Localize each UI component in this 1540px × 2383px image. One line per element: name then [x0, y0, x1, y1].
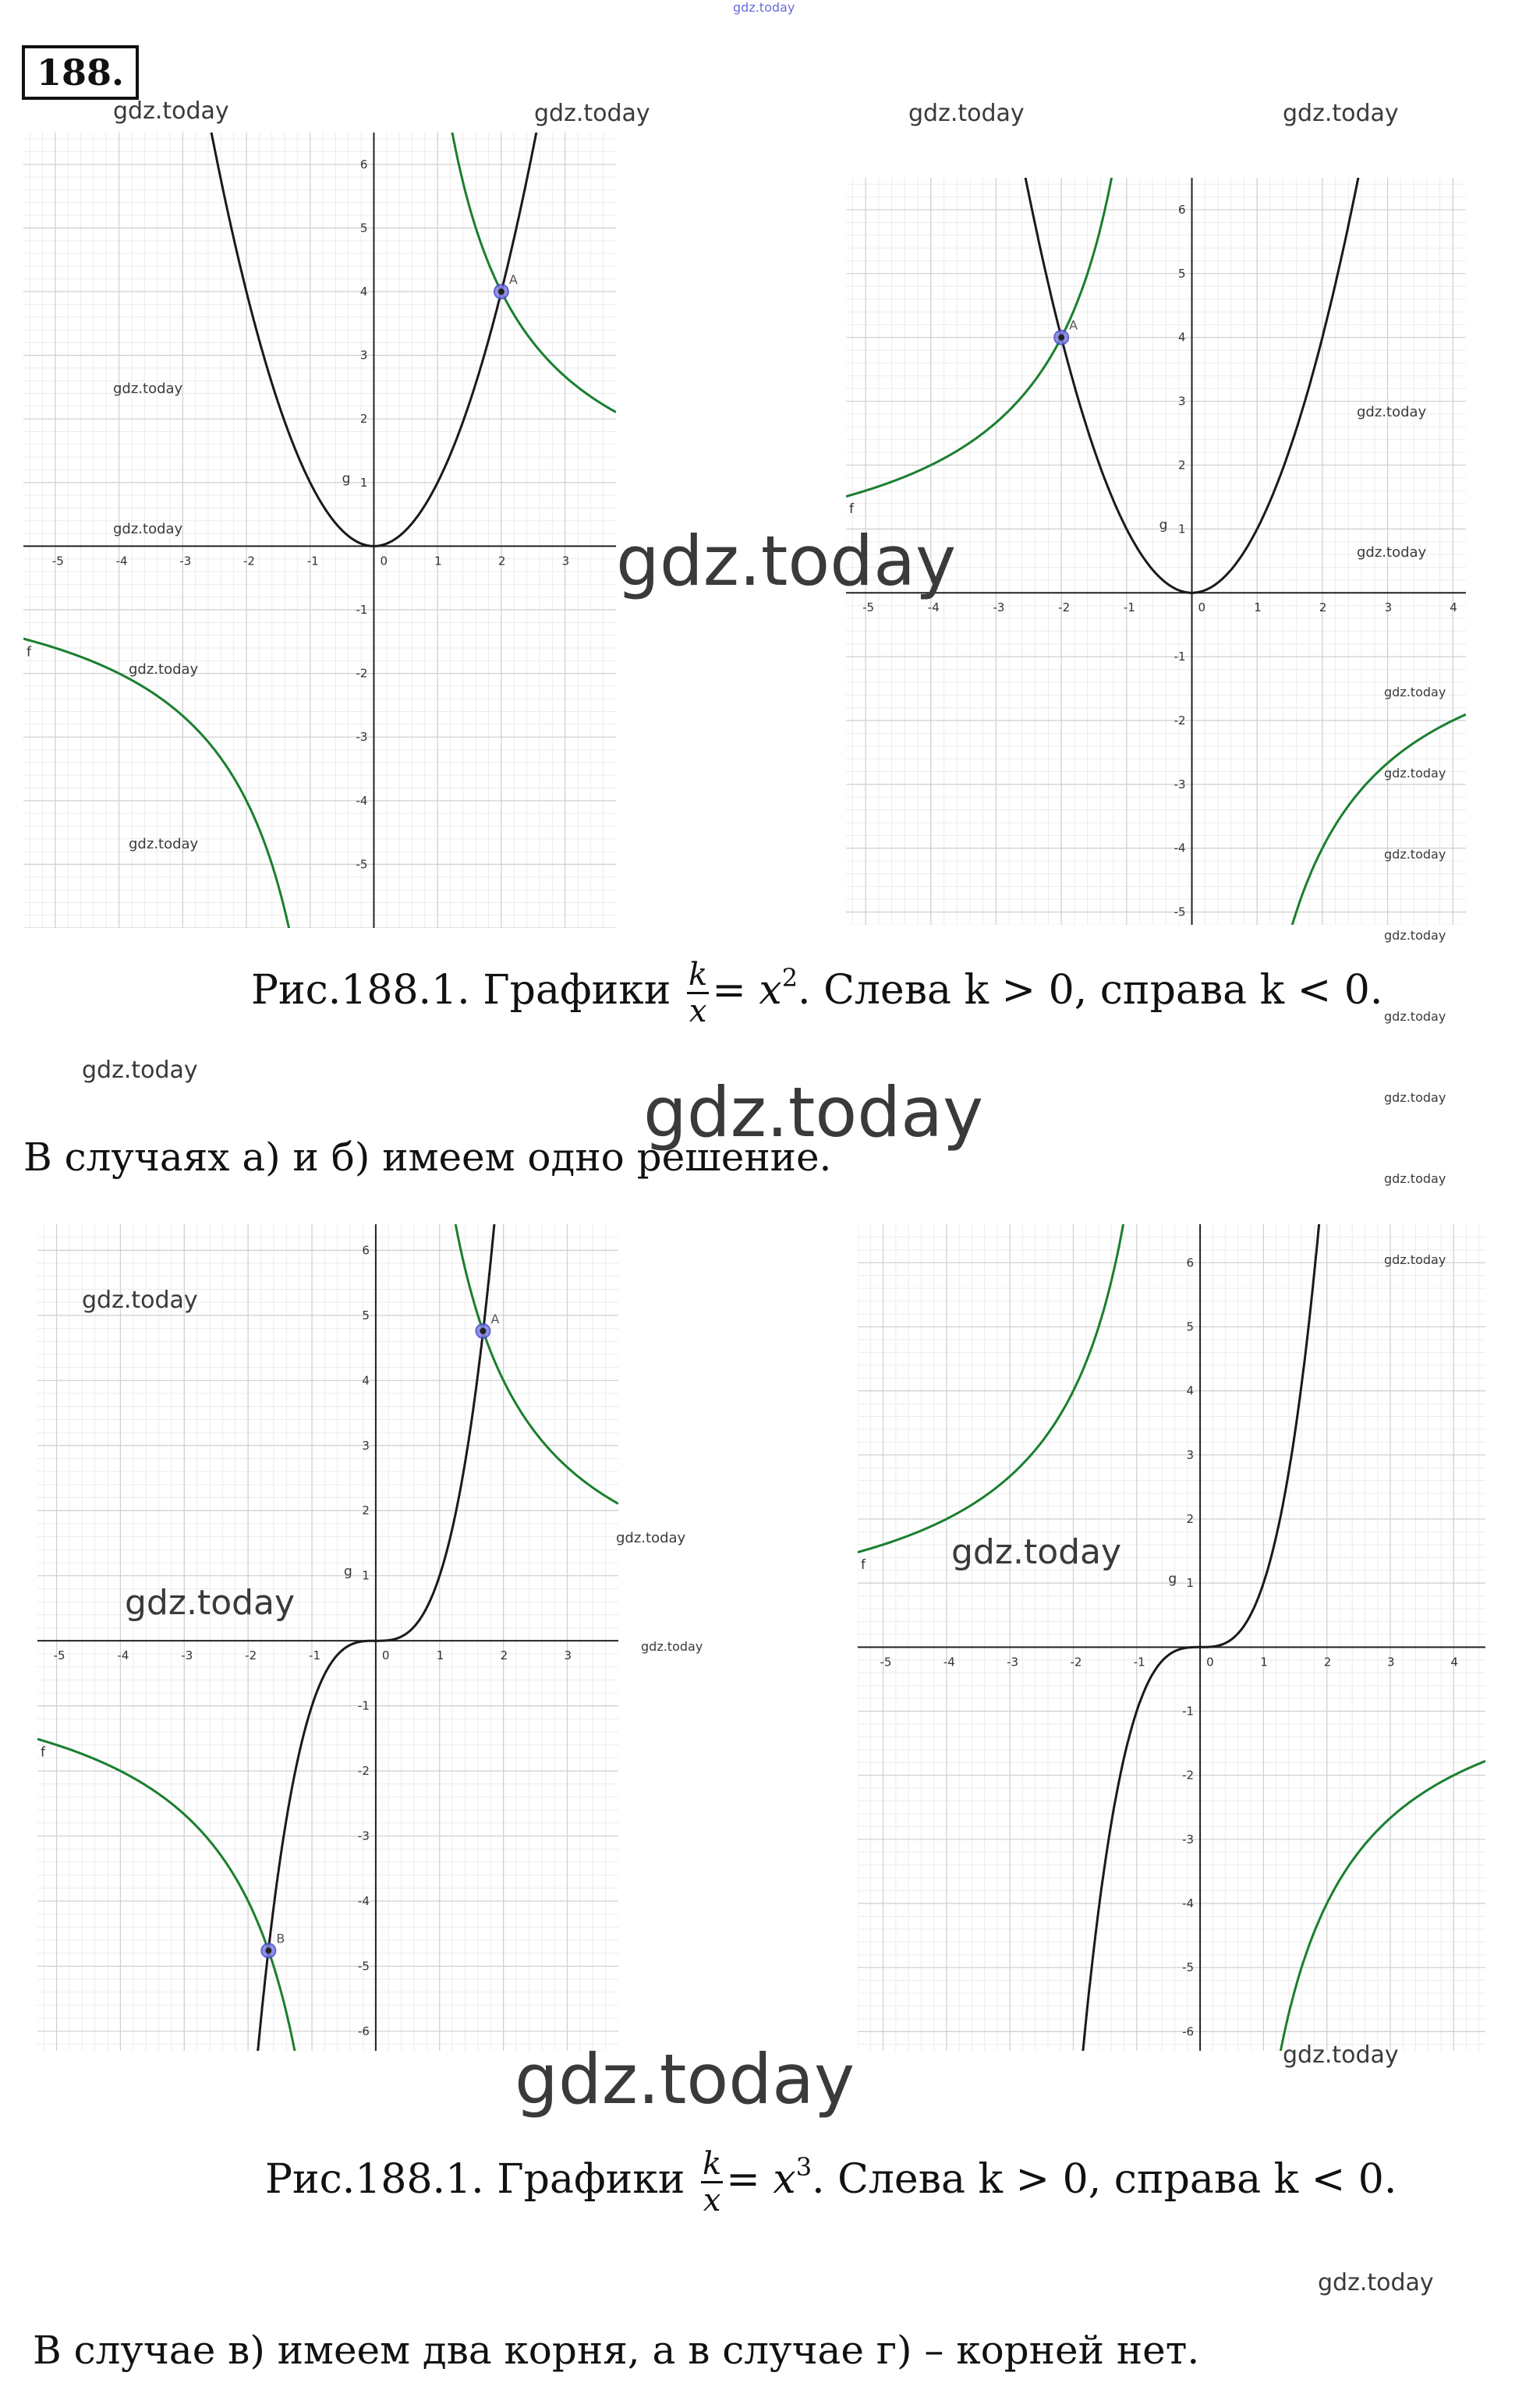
- x-tick-label: 0: [381, 1648, 390, 1663]
- x-tick-label: 2: [1323, 1655, 1332, 1670]
- y-tick-label: -3: [1174, 777, 1186, 791]
- intersection-point-center: [498, 289, 504, 295]
- watermark: gdz.today: [1384, 1009, 1446, 1024]
- watermark: gdz.today: [1318, 2269, 1434, 2296]
- y-tick-label: -4: [357, 1894, 370, 1909]
- caption-exponent: 3: [795, 2152, 812, 2182]
- y-tick-label: 3: [1177, 394, 1186, 409]
- y-tick-label: 1: [1186, 1576, 1195, 1591]
- x-tick-label: 0: [1206, 1655, 1214, 1670]
- y-tick-label: -4: [1174, 841, 1186, 855]
- x-tick-label: 0: [380, 554, 388, 568]
- x-tick-label: 3: [564, 1648, 572, 1663]
- y-tick-label: 1: [1177, 522, 1186, 536]
- watermark: gdz.today: [82, 1287, 198, 1314]
- watermark: gdz.today: [1384, 1171, 1446, 1186]
- series-label: f: [27, 644, 31, 660]
- y-tick-label: -1: [1182, 1704, 1195, 1719]
- fraction: [687, 959, 709, 1027]
- figure-caption-2: [265, 2148, 1397, 2216]
- x-tick-label: -4: [943, 1655, 955, 1670]
- y-tick-label: 2: [1177, 458, 1186, 473]
- series-label: g: [1168, 1571, 1177, 1588]
- x-tick-label: -5: [880, 1655, 892, 1670]
- watermark: gdz.today: [1357, 404, 1427, 420]
- fraction-numerator: k: [689, 957, 708, 993]
- y-tick-label: -5: [356, 857, 368, 872]
- y-tick-label: -4: [1182, 1896, 1195, 1911]
- y-tick-label: -3: [357, 1829, 370, 1843]
- case-ab-text: В случаях а) и б) имеем одно решение.: [23, 1135, 832, 1180]
- x-tick-label: -3: [1007, 1655, 1019, 1670]
- y-tick-label: 2: [1186, 1511, 1195, 1526]
- y-tick-label: 5: [359, 221, 368, 235]
- y-tick-label: 1: [362, 1568, 370, 1583]
- x-tick-label: 1: [436, 1648, 444, 1663]
- caption-prefix: Рис.188.1. Графики: [265, 2156, 685, 2203]
- watermark: gdz.today: [113, 97, 229, 125]
- watermark: gdz.today: [1283, 100, 1399, 127]
- y-tick-label: 4: [1186, 1383, 1195, 1398]
- y-tick-label: -5: [357, 1959, 370, 1974]
- y-tick-label: -2: [357, 1764, 370, 1779]
- watermark: gdz.today: [643, 1072, 984, 1153]
- watermark: gdz.today: [534, 100, 650, 127]
- caption-suffix: . Слева k > 0, справа k < 0.: [812, 2156, 1397, 2203]
- y-tick-label: 5: [362, 1308, 370, 1323]
- watermark: gdz.today: [129, 661, 199, 678]
- x-tick-label: 2: [497, 554, 506, 568]
- y-tick-label: -1: [356, 603, 368, 617]
- series-label: f: [849, 501, 854, 518]
- x-tick-label: 3: [1384, 600, 1393, 615]
- y-tick-label: -6: [1182, 2024, 1195, 2039]
- watermark: gdz.today: [113, 521, 183, 537]
- series-label: f: [861, 1557, 866, 1574]
- y-tick-label: 3: [359, 348, 368, 363]
- watermark: gdz.today: [113, 381, 183, 397]
- watermark: gdz.today: [1384, 1252, 1446, 1267]
- x-tick-label: -1: [1133, 1655, 1145, 1670]
- x-tick-label: 4: [1450, 1655, 1458, 1670]
- y-tick-label: 6: [1177, 202, 1186, 217]
- watermark: gdz.today: [1384, 1090, 1446, 1105]
- y-tick-label: 4: [362, 1373, 370, 1388]
- watermark: gdz.today: [1384, 928, 1446, 943]
- y-tick-label: -2: [1182, 1768, 1195, 1783]
- x-tick-label: -1: [306, 554, 319, 568]
- series-label: g: [342, 470, 351, 487]
- watermark: gdz.today: [515, 2039, 855, 2119]
- series-f-line: [37, 1739, 314, 2051]
- x-tick-label: -1: [309, 1648, 321, 1663]
- caption-equation: = x: [712, 967, 782, 1014]
- point-label: A: [508, 272, 518, 287]
- x-tick-label: -2: [1070, 1655, 1082, 1670]
- watermark: gdz.today: [641, 1639, 703, 1654]
- intersection-point-center: [1058, 335, 1064, 341]
- watermark: gdz.today: [1384, 766, 1446, 781]
- chart-plot-a: [23, 133, 616, 928]
- case-vg-text: В случае в) имеем два корня, а в случае г) – корней нет.: [33, 2328, 1200, 2373]
- series-f-line: [1262, 1761, 1485, 2051]
- point-label: A: [490, 1311, 500, 1326]
- fraction-denominator: x: [689, 993, 707, 1029]
- y-tick-label: -2: [356, 666, 368, 681]
- caption-prefix: Рис.188.1. Графики: [251, 967, 671, 1014]
- y-tick-label: -1: [357, 1698, 370, 1713]
- x-tick-label: -2: [243, 554, 255, 568]
- y-tick-label: 5: [1177, 266, 1186, 281]
- chart-plot-c: [37, 1224, 618, 2051]
- y-tick-label: 4: [359, 285, 368, 299]
- watermark: gdz.today: [125, 1583, 296, 1623]
- series-label: f: [41, 1744, 45, 1761]
- chart-plot-d: [858, 1224, 1485, 2051]
- y-tick-label: -6: [357, 2024, 370, 2038]
- watermark: gdz.today: [951, 1532, 1122, 1572]
- point-label: A: [1069, 317, 1078, 333]
- watermark: gdz.today: [1357, 544, 1427, 561]
- y-tick-label: -3: [356, 730, 368, 745]
- x-tick-label: -5: [53, 1648, 65, 1663]
- watermark: gdz.today: [733, 0, 795, 15]
- y-tick-label: 6: [1186, 1255, 1195, 1270]
- y-tick-label: -5: [1174, 905, 1186, 919]
- caption-suffix: . Слева k > 0, справа k < 0.: [798, 967, 1383, 1014]
- fraction-numerator: k: [703, 2146, 722, 2182]
- y-tick-label: 3: [362, 1438, 370, 1453]
- x-tick-label: 2: [1319, 600, 1327, 615]
- series-label: g: [1159, 517, 1168, 533]
- caption-exponent: 2: [781, 963, 798, 993]
- x-tick-label: 3: [561, 554, 570, 568]
- y-tick-label: -1: [1174, 650, 1186, 664]
- x-tick-label: 1: [1260, 1655, 1268, 1670]
- x-tick-label: -5: [862, 600, 875, 615]
- x-tick-label: -4: [115, 554, 128, 568]
- series-f-line: [23, 639, 310, 928]
- watermark: gdz.today: [129, 836, 199, 852]
- point-label: B: [276, 1931, 285, 1946]
- y-tick-label: -4: [356, 793, 368, 808]
- caption-equation: = x: [726, 2156, 796, 2203]
- x-tick-label: 1: [434, 554, 442, 568]
- watermark: gdz.today: [616, 1530, 686, 1546]
- watermark: gdz.today: [616, 521, 957, 601]
- y-tick-label: 3: [1186, 1447, 1195, 1462]
- intersection-point-center: [480, 1328, 486, 1334]
- y-tick-label: -3: [1182, 1832, 1195, 1847]
- y-tick-label: 4: [1177, 330, 1186, 345]
- x-tick-label: -4: [117, 1648, 129, 1663]
- x-tick-label: 0: [1198, 600, 1206, 615]
- x-tick-label: 4: [1450, 600, 1457, 615]
- x-tick-label: -3: [179, 554, 192, 568]
- x-tick-label: 3: [1387, 1655, 1395, 1670]
- y-tick-label: 1: [359, 475, 368, 490]
- series-f-line: [434, 133, 616, 413]
- watermark: gdz.today: [82, 1057, 198, 1084]
- problem-number: 188.: [22, 45, 139, 100]
- y-tick-label: 6: [362, 1243, 370, 1258]
- y-tick-label: 2: [359, 412, 368, 427]
- y-tick-label: 5: [1186, 1319, 1195, 1334]
- x-tick-label: -3: [993, 600, 1005, 615]
- x-tick-label: -5: [51, 554, 64, 568]
- y-tick-label: -5: [1182, 1960, 1195, 1975]
- watermark: gdz.today: [1384, 847, 1446, 862]
- figure-caption-1: [251, 959, 1382, 1027]
- watermark: gdz.today: [908, 100, 1025, 127]
- y-tick-label: 2: [362, 1503, 370, 1518]
- intersection-point-center: [265, 1947, 271, 1953]
- watermark: gdz.today: [1384, 685, 1446, 699]
- y-tick-label: -2: [1174, 713, 1186, 728]
- x-tick-label: -2: [1058, 600, 1071, 615]
- series-label: g: [343, 1563, 352, 1580]
- y-tick-label: 6: [359, 157, 368, 172]
- x-tick-label: -1: [1123, 600, 1135, 615]
- fraction-denominator: x: [703, 2183, 721, 2218]
- x-tick-label: -3: [181, 1648, 193, 1663]
- watermark: gdz.today: [1283, 2041, 1399, 2069]
- fraction: [701, 2148, 723, 2216]
- x-tick-label: 2: [500, 1648, 508, 1663]
- x-tick-label: 1: [1254, 600, 1262, 615]
- x-tick-label: -2: [245, 1648, 257, 1663]
- x-tick-label: -4: [927, 600, 940, 615]
